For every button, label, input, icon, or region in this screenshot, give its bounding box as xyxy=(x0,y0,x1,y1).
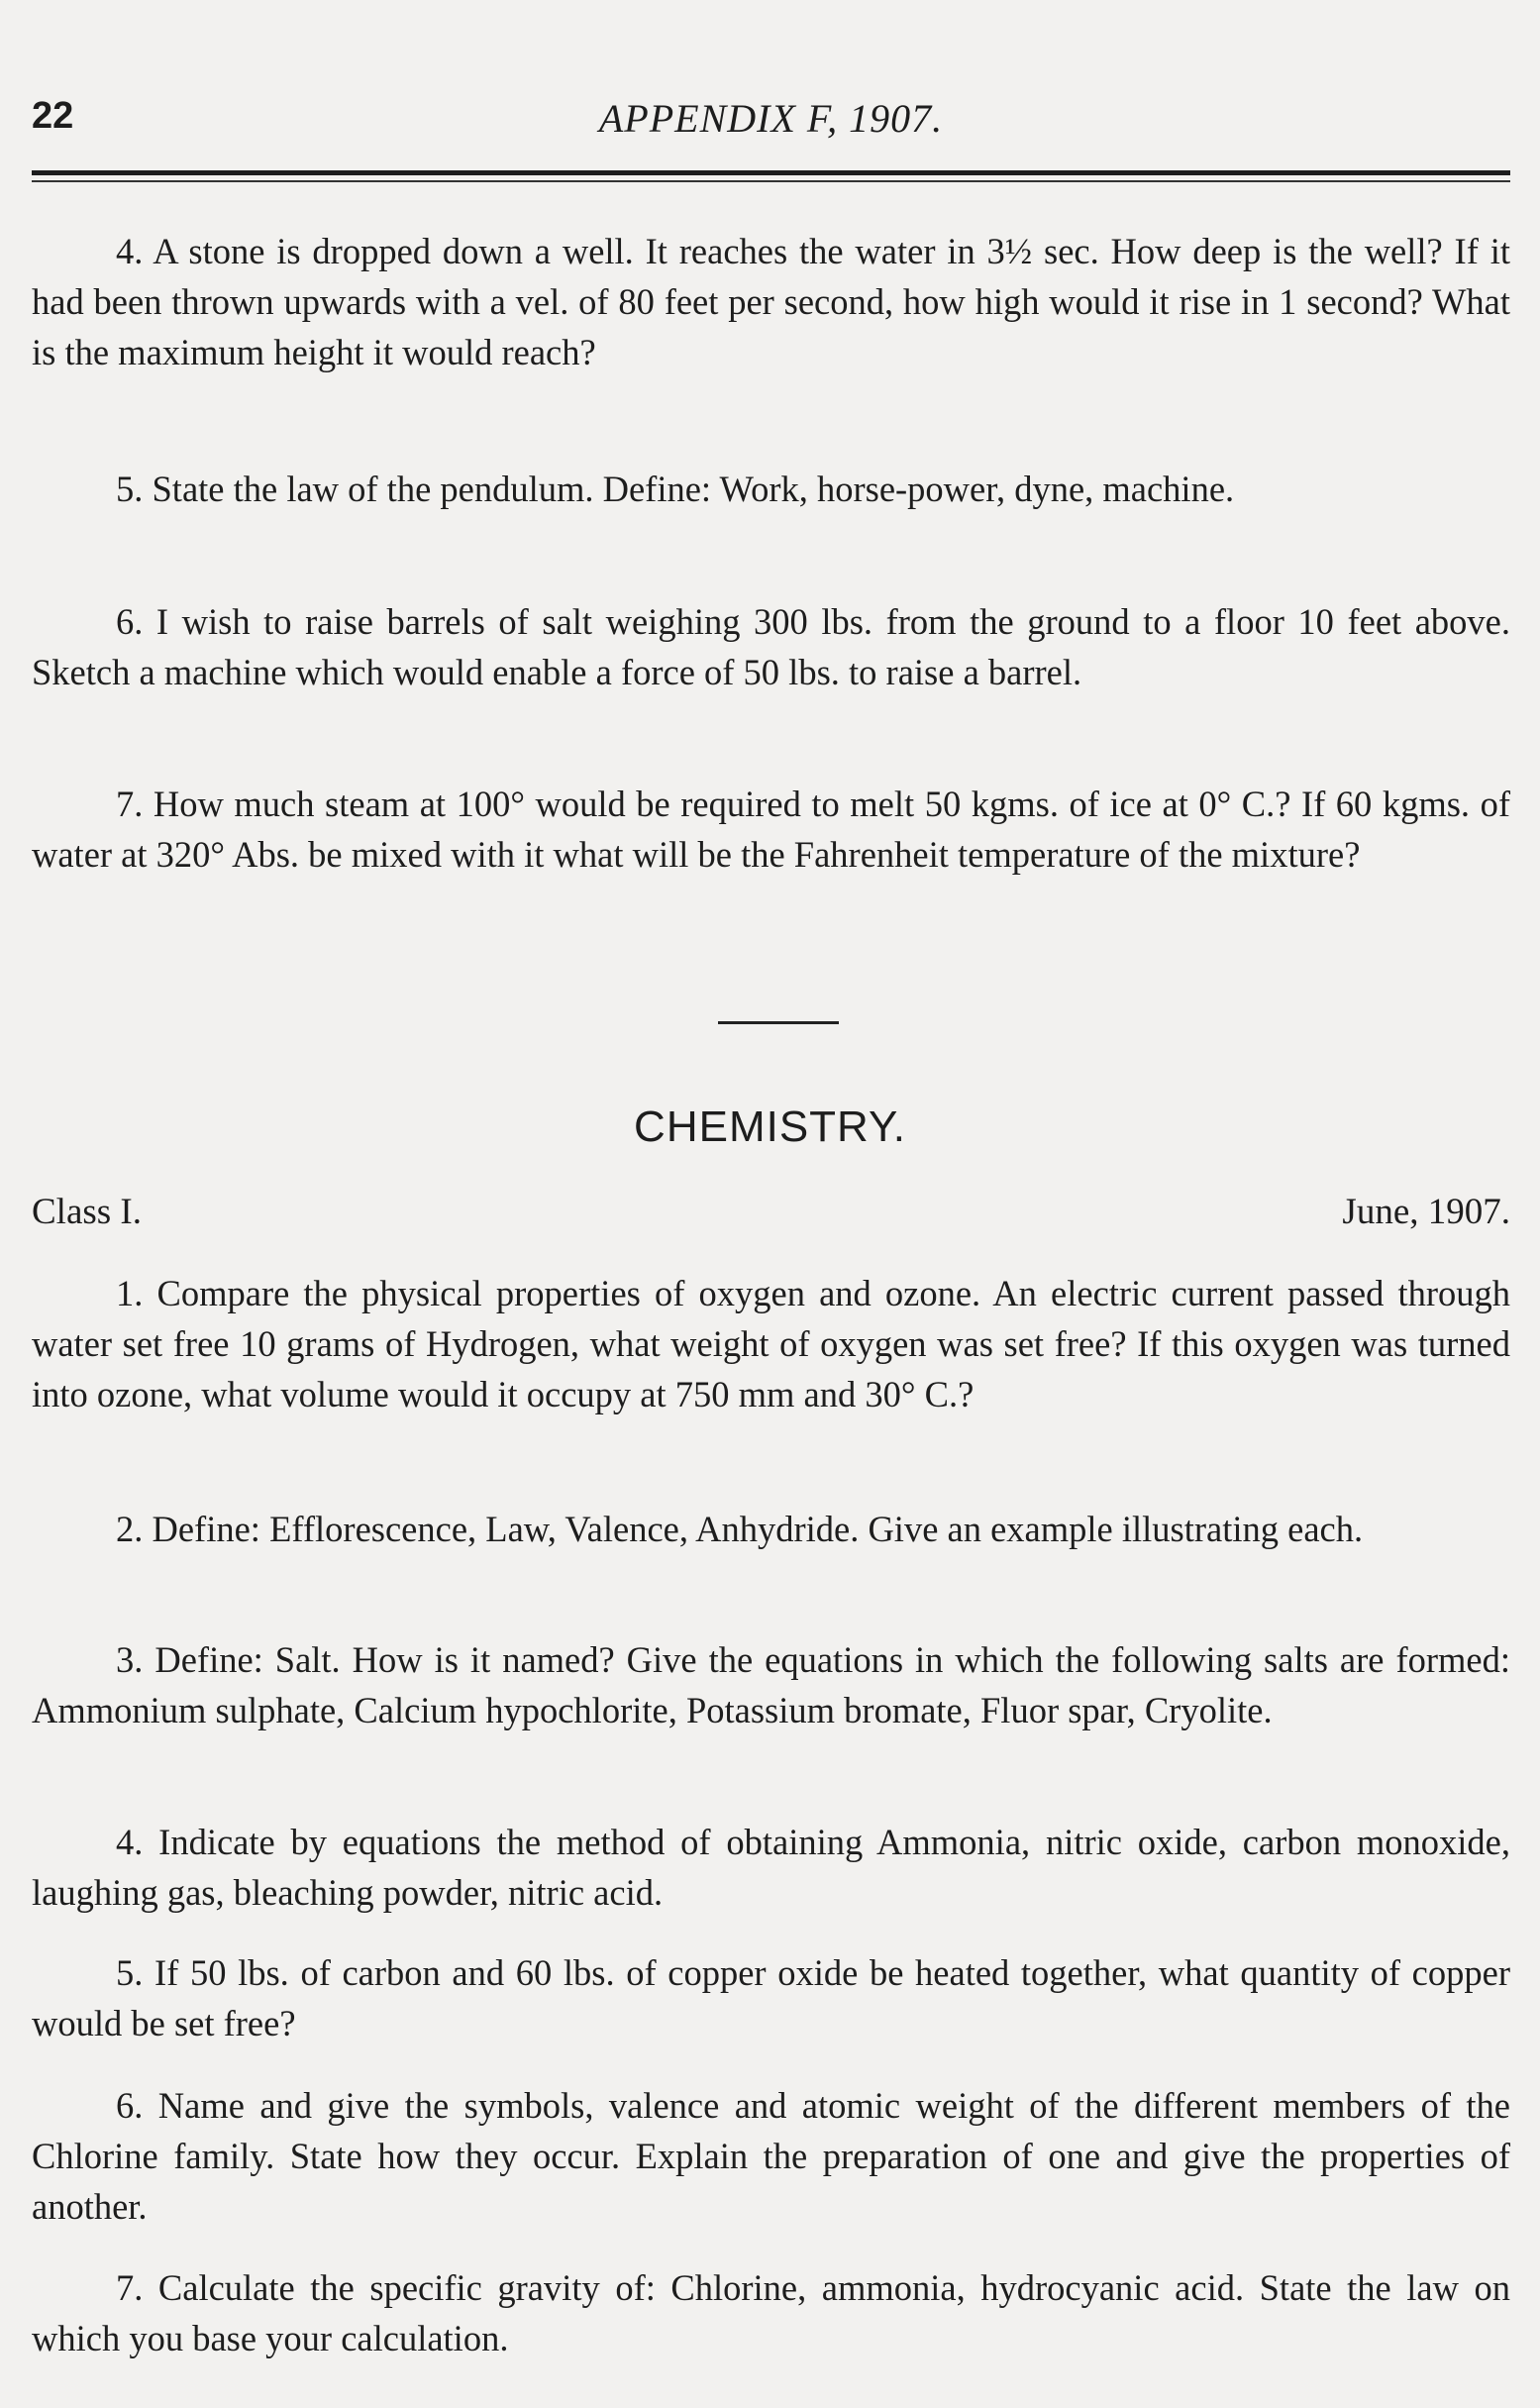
exam-date: June, 1907. xyxy=(1342,1192,1510,1232)
question-text: 6. I wish to raise barrels of salt weighing 300 lbs. from the ground to a floor 10 feet above. Sketch a machine which would enable a force of 50 lbs. to raise a barrel. xyxy=(32,601,1510,692)
class-label: Class I. xyxy=(32,1192,142,1232)
physics-question-4 xyxy=(32,226,1510,377)
question-text: 4. Indicate by equations the method of obtaining Ammonia, nitric oxide, carbon monoxide, laughing gas, bleaching powder, nitric acid. xyxy=(32,1822,1510,1913)
running-head xyxy=(32,95,1510,145)
question-text: 7. How much steam at 100° would be required to melt 50 kgms. of ice at 0° C.? If 60 kgms. of water at 320° Abs. be mixed with it what will be the Fahrenheit temperature of the mixture? xyxy=(32,784,1510,875)
physics-question-7 xyxy=(32,779,1510,880)
question-text: 7. Calculate the specific gravity of: Chlorine, ammonia, hydrocyanic acid. State the law on which you base your calculation. xyxy=(32,2267,1510,2358)
page-number: 22 xyxy=(32,95,74,137)
question-text: 5. If 50 lbs. of carbon and 60 lbs. of copper oxide be heated together, what quantity of copper would be set free? xyxy=(32,1952,1510,2043)
chemistry-question-5 xyxy=(32,1947,1510,2048)
physics-question-6 xyxy=(32,596,1510,697)
chemistry-question-1 xyxy=(32,1268,1510,1419)
physics-question-5 xyxy=(32,464,1510,514)
question-text: 5. State the law of the pendulum. Define: Work, horse-power, dyne, machine. xyxy=(116,469,1235,509)
running-title: APPENDIX F, 1907. xyxy=(598,96,944,141)
section-divider xyxy=(718,1021,839,1024)
chemistry-question-3 xyxy=(32,1634,1510,1735)
question-text: 1. Compare the physical properties of oxygen and ozone. An electric current passed through water set free 10 grams of Hydrogen, what weight of oxygen was set free? If this oxygen was turned into ozone, what volume would it occupy at 750 mm and 30° C.? xyxy=(32,1273,1510,1414)
question-text: 4. A stone is dropped down a well. It reaches the water in 3½ sec. How deep is the well? If it had been thrown upwards with a vel. of 80 feet per second, how high would it rise in 1 second? What is the maximum height it would reach? xyxy=(32,231,1510,372)
question-text: 2. Define: Efflorescence, Law, Valence, Anhydride. Give an example illustrating each. xyxy=(116,1509,1364,1549)
chemistry-question-2 xyxy=(32,1504,1510,1554)
header-rule-thin xyxy=(32,180,1510,182)
section-title: CHEMISTRY. xyxy=(634,1102,906,1151)
question-text: 3. Define: Salt. How is it named? Give the equations in which the following salts are formed: Ammonium sulphate, Calcium hypochlorite, Potassium bromate, Fluor spar, Cryolite. xyxy=(32,1639,1510,1730)
chemistry-question-7 xyxy=(32,2262,1510,2363)
question-text: 6. Name and give the symbols, valence and atomic weight of the different members of the Chlorine family. State how they occur. Explain the preparation of one and give the properties of another. xyxy=(32,2085,1510,2227)
chemistry-question-4 xyxy=(32,1817,1510,1918)
chemistry-question-6 xyxy=(32,2080,1510,2232)
header-rule xyxy=(32,170,1510,175)
